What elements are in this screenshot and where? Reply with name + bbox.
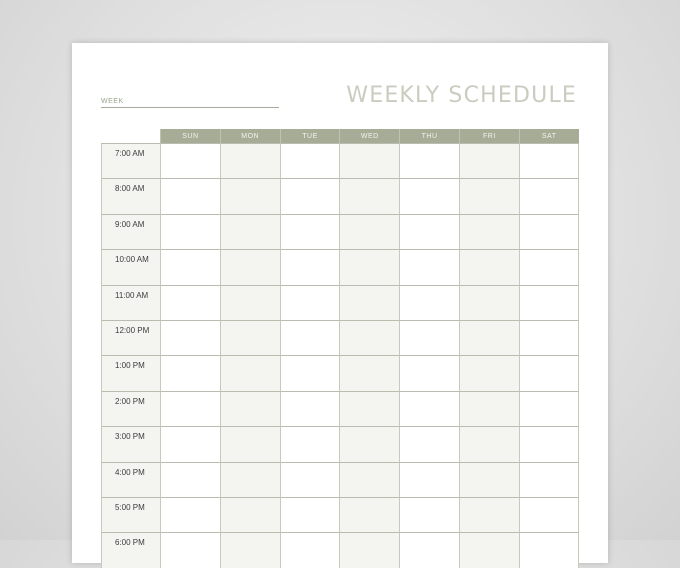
schedule-cell[interactable] (459, 426, 519, 461)
schedule-cell[interactable] (339, 391, 399, 426)
schedule-cell[interactable] (160, 214, 220, 249)
schedule-cell[interactable] (160, 391, 220, 426)
grid-corner (101, 129, 160, 143)
schedule-cell[interactable] (280, 320, 340, 355)
schedule-cell[interactable] (399, 143, 459, 178)
schedule-cell[interactable] (519, 214, 579, 249)
schedule-cell[interactable] (399, 214, 459, 249)
week-label: WEEK (101, 98, 124, 105)
schedule-cell[interactable] (160, 426, 220, 461)
time-label: 1:00 PM (101, 355, 160, 390)
schedule-cell[interactable] (280, 497, 340, 532)
schedule-cell[interactable] (459, 532, 519, 567)
time-label: 3:00 PM (101, 426, 160, 461)
schedule-cell[interactable] (339, 214, 399, 249)
day-header-mon: MON (220, 129, 280, 143)
schedule-cell[interactable] (220, 249, 280, 284)
schedule-cell[interactable] (519, 426, 579, 461)
schedule-cell[interactable] (220, 497, 280, 532)
schedule-cell[interactable] (399, 462, 459, 497)
schedule-cell[interactable] (459, 355, 519, 390)
schedule-cell[interactable] (160, 532, 220, 567)
day-header-sun: SUN (160, 129, 220, 143)
schedule-cell[interactable] (220, 285, 280, 320)
schedule-cell[interactable] (220, 532, 280, 567)
time-label: 6:00 PM (101, 532, 160, 567)
schedule-cell[interactable] (399, 249, 459, 284)
day-header-sat: SAT (519, 129, 579, 143)
schedule-cell[interactable] (519, 320, 579, 355)
schedule-cell[interactable] (220, 462, 280, 497)
schedule-cell[interactable] (459, 249, 519, 284)
schedule-cell[interactable] (399, 178, 459, 213)
schedule-cell[interactable] (519, 143, 579, 178)
schedule-cell[interactable] (399, 532, 459, 567)
schedule-cell[interactable] (280, 426, 340, 461)
page-title: WEEKLY SCHEDULE (346, 83, 577, 108)
schedule-cell[interactable] (220, 391, 280, 426)
schedule-cell[interactable] (160, 285, 220, 320)
schedule-cell[interactable] (339, 497, 399, 532)
schedule-cell[interactable] (339, 532, 399, 567)
time-label: 5:00 PM (101, 497, 160, 532)
schedule-cell[interactable] (160, 178, 220, 213)
time-label: 12:00 PM (101, 320, 160, 355)
schedule-cell[interactable] (280, 214, 340, 249)
day-header-thu: THU (399, 129, 459, 143)
schedule-cell[interactable] (160, 320, 220, 355)
schedule-cell[interactable] (280, 285, 340, 320)
schedule-cell[interactable] (459, 214, 519, 249)
schedule-grid (101, 129, 579, 568)
schedule-cell[interactable] (339, 178, 399, 213)
schedule-cell[interactable] (399, 391, 459, 426)
schedule-cell[interactable] (220, 355, 280, 390)
schedule-cell[interactable] (280, 249, 340, 284)
schedule-cell[interactable] (160, 462, 220, 497)
schedule-cell[interactable] (519, 285, 579, 320)
schedule-cell[interactable] (399, 355, 459, 390)
schedule-cell[interactable] (280, 532, 340, 567)
schedule-cell[interactable] (339, 320, 399, 355)
schedule-cell[interactable] (519, 462, 579, 497)
schedule-cell[interactable] (220, 214, 280, 249)
schedule-cell[interactable] (459, 462, 519, 497)
time-label: 7:00 AM (101, 143, 160, 178)
schedule-cell[interactable] (160, 355, 220, 390)
day-header-wed: WED (339, 129, 399, 143)
schedule-cell[interactable] (160, 249, 220, 284)
schedule-cell[interactable] (339, 285, 399, 320)
schedule-cell[interactable] (399, 320, 459, 355)
schedule-cell[interactable] (280, 462, 340, 497)
schedule-cell[interactable] (519, 249, 579, 284)
schedule-cell[interactable] (459, 320, 519, 355)
time-label: 11:00 AM (101, 285, 160, 320)
week-entry-line[interactable] (101, 107, 279, 108)
time-label: 2:00 PM (101, 391, 160, 426)
schedule-cell[interactable] (519, 178, 579, 213)
day-header-tue: TUE (280, 129, 340, 143)
schedule-cell[interactable] (339, 355, 399, 390)
schedule-cell[interactable] (280, 178, 340, 213)
schedule-cell[interactable] (280, 391, 340, 426)
schedule-cell[interactable] (339, 426, 399, 461)
schedule-cell[interactable] (459, 285, 519, 320)
schedule-cell[interactable] (220, 143, 280, 178)
time-label: 9:00 AM (101, 214, 160, 249)
schedule-cell[interactable] (459, 391, 519, 426)
schedule-cell[interactable] (519, 355, 579, 390)
schedule-cell[interactable] (519, 391, 579, 426)
schedule-cell[interactable] (339, 143, 399, 178)
schedule-cell[interactable] (220, 320, 280, 355)
schedule-cell[interactable] (339, 249, 399, 284)
schedule-cell[interactable] (459, 143, 519, 178)
schedule-cell[interactable] (399, 426, 459, 461)
schedule-sheet (72, 43, 608, 563)
schedule-cell[interactable] (519, 497, 579, 532)
schedule-cell[interactable] (519, 532, 579, 567)
time-label: 4:00 PM (101, 462, 160, 497)
schedule-cell[interactable] (220, 426, 280, 461)
schedule-cell[interactable] (160, 497, 220, 532)
schedule-cell[interactable] (399, 285, 459, 320)
time-label: 8:00 AM (101, 178, 160, 213)
day-header-fri: FRI (459, 129, 519, 143)
schedule-cell[interactable] (220, 178, 280, 213)
schedule-cell[interactable] (339, 462, 399, 497)
schedule-cell[interactable] (280, 143, 340, 178)
schedule-cell[interactable] (399, 497, 459, 532)
schedule-cell[interactable] (280, 355, 340, 390)
schedule-cell[interactable] (459, 178, 519, 213)
time-label: 10:00 AM (101, 249, 160, 284)
schedule-cell[interactable] (160, 143, 220, 178)
schedule-cell[interactable] (459, 497, 519, 532)
